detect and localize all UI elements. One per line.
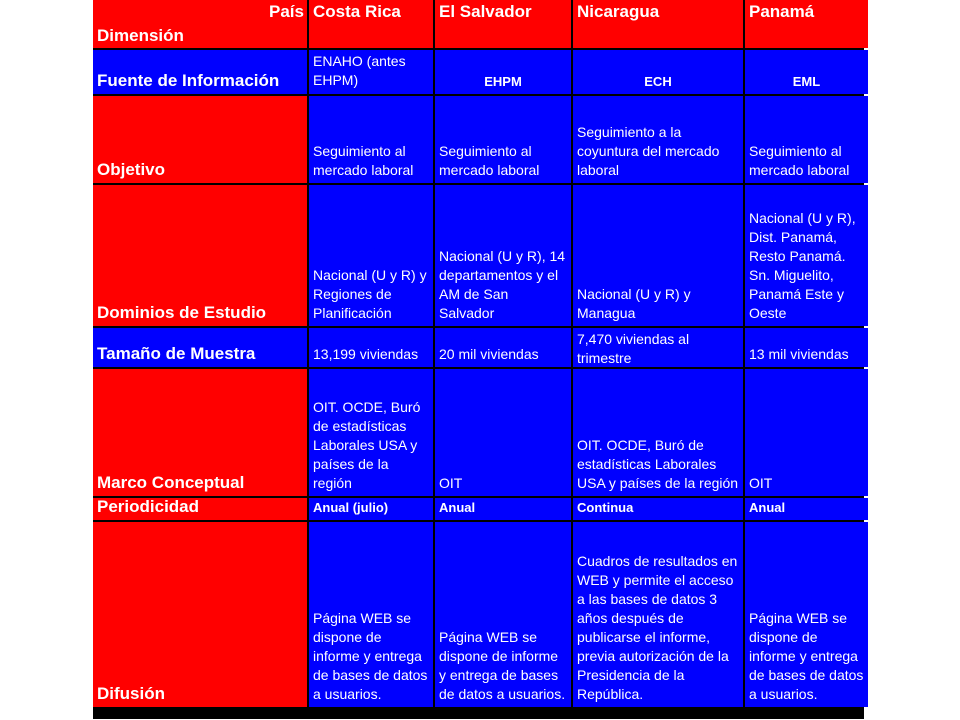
cell-objetivo-costa-rica: Seguimiento al mercado laboral xyxy=(309,96,433,183)
cell-dominios-panama: Nacional (U y R), Dist. Panamá, Resto Panamá. Sn. Miguelito, Panamá Este y Oeste xyxy=(745,185,868,326)
cell-tamano-el-salvador: 20 mil viviendas xyxy=(435,328,571,367)
row-label-marco: Marco Conceptual xyxy=(93,369,307,496)
cell-marco-panama: OIT xyxy=(745,369,868,496)
row-label-fuente: Fuente de Información xyxy=(93,50,307,94)
comparison-table xyxy=(93,0,864,719)
corner-header-cell xyxy=(93,0,307,48)
cell-periodicidad-el-salvador: Anual xyxy=(435,498,571,520)
column-header-nicaragua: Nicaragua xyxy=(573,0,743,48)
cell-fuente-costa-rica: ENAHO (antes EHPM) xyxy=(309,50,433,94)
cell-marco-nicaragua: OIT. OCDE, Buró de estadísticas Laborales USA y países de la región xyxy=(573,369,743,496)
cell-fuente-el-salvador: EHPM xyxy=(435,50,571,94)
cell-objetivo-el-salvador: Seguimiento al mercado laboral xyxy=(435,96,571,183)
cell-tamano-panama: 13 mil viviendas xyxy=(745,328,868,367)
row-label-tamano: Tamaño de Muestra xyxy=(93,328,307,367)
country-axis-label: País xyxy=(269,2,304,21)
cell-difusion-costa-rica: Página WEB se dispone de informe y entrega de bases de datos a usuarios. xyxy=(309,522,433,707)
column-header-panama: Panamá xyxy=(745,0,868,48)
row-label-periodicidad: Periodicidad xyxy=(93,498,307,520)
cell-dominios-costa-rica: Nacional (U y R) y Regiones de Planificación xyxy=(309,185,433,326)
cell-marco-el-salvador: OIT xyxy=(435,369,571,496)
cell-periodicidad-panama: Anual xyxy=(745,498,868,520)
cell-fuente-nicaragua: ECH xyxy=(573,50,743,94)
cell-difusion-nicaragua: Cuadros de resultados en WEB y permite el acceso a las bases de datos 3 años después de publicarse el informe, previa autorización de la Presidencia de la República. xyxy=(573,522,743,707)
cell-periodicidad-costa-rica: Anual (julio) xyxy=(309,498,433,520)
row-label-difusion: Difusión xyxy=(93,522,307,707)
cell-fuente-panama: EML xyxy=(745,50,868,94)
cell-objetivo-nicaragua: Seguimiento a la coyuntura del mercado laboral xyxy=(573,96,743,183)
row-label-objetivo: Objetivo xyxy=(93,96,307,183)
cell-marco-costa-rica: OIT. OCDE, Buró de estadísticas Laborales USA y países de la región xyxy=(309,369,433,496)
cell-tamano-costa-rica: 13,199 viviendas xyxy=(309,328,433,367)
cell-periodicidad-nicaragua: Continua xyxy=(573,498,743,520)
cell-difusion-panama: Página WEB se dispone de informe y entrega de bases de datos a usuarios. xyxy=(745,522,868,707)
column-header-el-salvador: El Salvador xyxy=(435,0,571,48)
cell-tamano-nicaragua: 7,470 viviendas al trimestre xyxy=(573,328,743,367)
row-label-dominios: Dominios de Estudio xyxy=(93,185,307,326)
column-header-costa-rica: Costa Rica xyxy=(309,0,433,48)
cell-dominios-nicaragua: Nacional (U y R) y Managua xyxy=(573,185,743,326)
cell-dominios-el-salvador: Nacional (U y R), 14 departamentos y el AM de San Salvador xyxy=(435,185,571,326)
dimension-axis-label: Dimensión xyxy=(97,26,184,45)
cell-objetivo-panama: Seguimiento al mercado laboral xyxy=(745,96,868,183)
cell-difusion-el-salvador: Página WEB se dispone de informe y entrega de bases de datos a usuarios. xyxy=(435,522,571,707)
